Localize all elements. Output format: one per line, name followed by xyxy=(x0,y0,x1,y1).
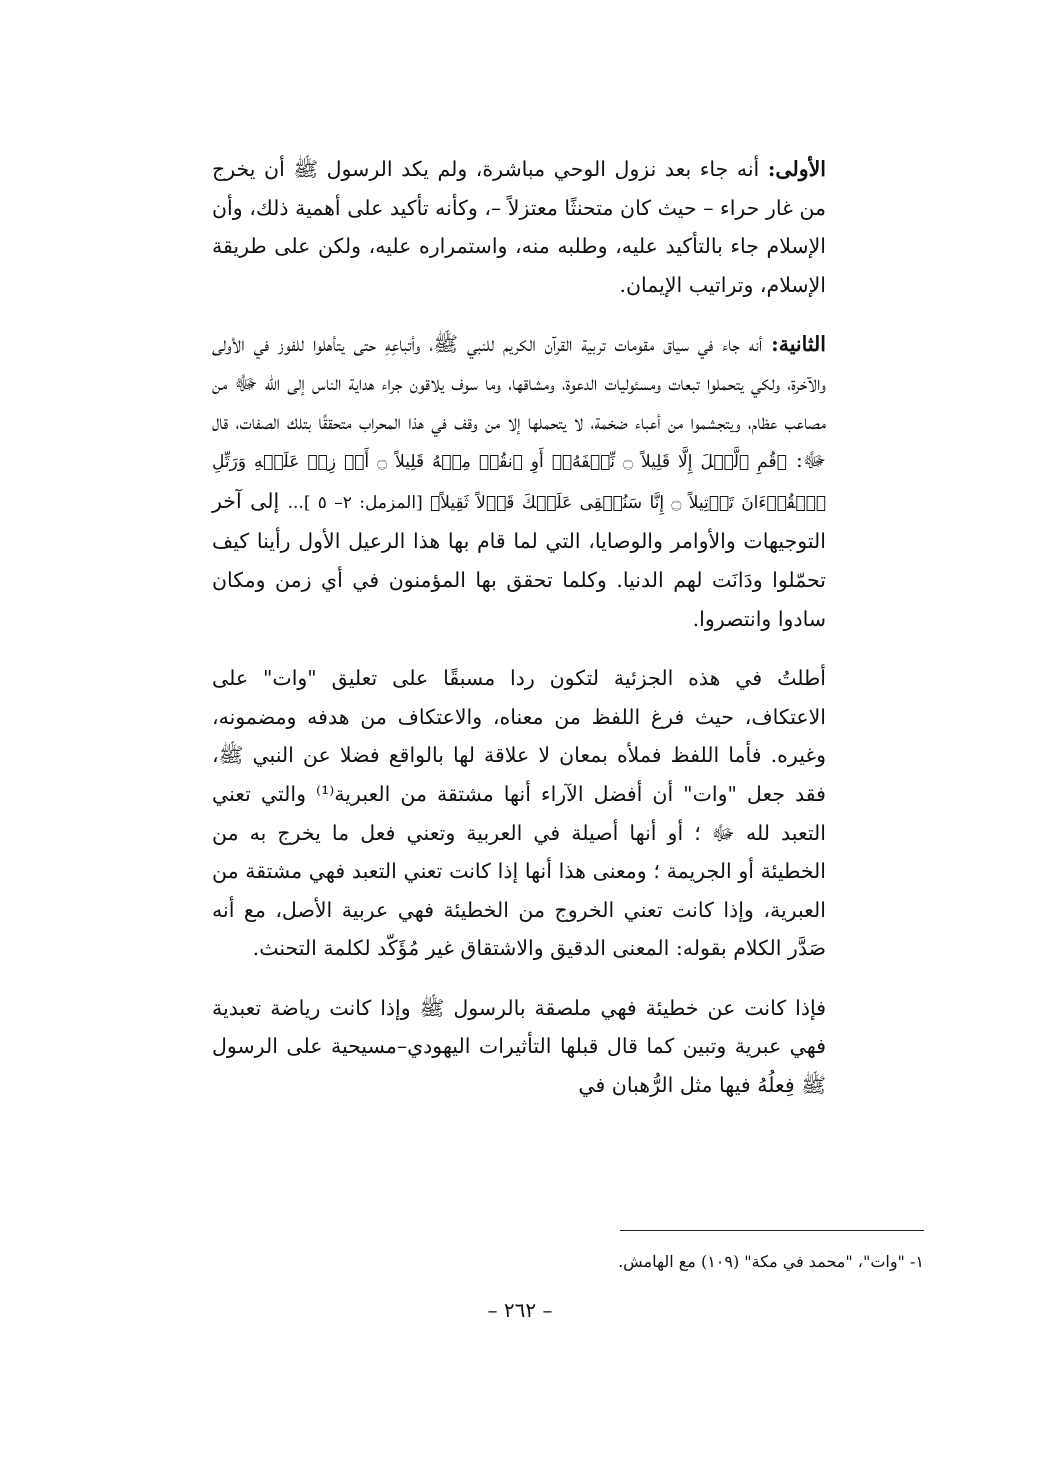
paragraph-first xyxy=(212,150,826,304)
paragraph-lead-first: الأولى: xyxy=(767,157,826,181)
paragraph-third xyxy=(212,659,826,968)
page-number: – ٢٦٢ – xyxy=(487,1298,553,1322)
paragraph-lead-second: الثانية: xyxy=(771,332,826,357)
paragraph-body: فإذا كانت عن خطيئة فهي ملصقة بالرسول ﷺ وإذا كانت رياضة تعبدية فهي عبرية وتبين كما قال قبلها التأثيرات اليهودي–مسيحية على الرسول ﷺ فِعلُهُ فيها مثل الرُّهبان في xyxy=(212,995,826,1098)
paragraph-body: أنه جاء في سياق مقومات تربية القرآن الكريم للنبي ﷺ، وأتباعِهِ حتى يتأهلوا للفوز في الأولى والآخرة، ولكي يتحملوا تبعات ومسئوليات الدعوة، ومشاقها، وما سوف يلاقون جراء هداية الناس إلى الله ﷻ من مصاعب عظام، ويتجشموا من أعباء ضخمة، لا يتحملها إلا من وقف في هذا المحراب متحققًا بتلك الصفات، قال ﷻ: xyxy=(212,332,826,473)
paragraph-fourth xyxy=(212,989,826,1105)
paragraph-second xyxy=(212,325,826,638)
paragraph-body: أنه جاء بعد نزول الوحي مباشرة، ولم يكد الرسول ﷺ أن يخرج من غار حراء – حيث كان متحنثًا معتزلاً –، وكأنه تأكيد على أهمية ذلك، وأن الإسلام جاء بالتأكيد عليه، وطلبه منه، واستمراره عليه، ولكن على طريقة الإسلام، وتراتيب الإيمان. xyxy=(212,157,826,297)
footnote-separator xyxy=(620,1230,924,1231)
quran-quote: ﴿قُمِ ٱلَّيۡلَ إِلَّا قَلِيلاً ۝ نِّصۡفَهُۥٓ أَوِ ٱنقُصۡ مِنۡهُ قَلِيلاً ۝ أَوۡ زِدۡ عَلَيۡهِ وَرَتِّلِ ٱلۡقُرۡءَانَ تَرۡتِيلاً ۝ إِنَّا سَنُلۡقِى عَلَيۡكَ قَوۡلاً ثَقِيلاً﴾ [المزمل: ٢– ٥ ]... xyxy=(212,452,827,513)
footnote: ١- "وات"، "محمد في مكة" (١٠٩) مع الهامش. xyxy=(618,1252,924,1271)
main-text xyxy=(212,150,826,1126)
paragraph-tail: إلى آخر التوجيهات والأوامر والوصايا، التي لما قام بها هذا الرعيل الأول رأينا كيف تحمّلوا ودَانَت لهم الدنيا. وكلما تحقق بها المؤمنون في أي زمن ومكان سادوا وانتصروا. xyxy=(212,488,826,631)
paragraph-body: أطلتُ في هذه الجزئية لتكون ردا مسبقًا على تعليق "وات" على الاعتكاف، حيث فرغ اللفظ من معناه، والاعتكاف من هدفه ومضمونه، وغيره. فأما اللفظ فملأه بمعان لا علاقة لها بالواقع فضلا عن النبي ﷺ، فقد جعل "وات" أن أفضل الآراء أنها مشتقة من العبرية⁽¹⁾ والتي تعني التعبد لله ﷻ ؛ أو أنها أصيلة في العربية وتعني فعل ما يخرج به من الخطيئة أو الجريمة ؛ ومعنى هذا أنها إذا كانت تعني التعبد فهي مشتقة من العبرية، وإذا كانت تعني الخروج من الخطيئة فهي عربية الأصل، مع أنه صَدَّر الكلام بقوله: المعنى الدقيق والاشتقاق غير مُؤَكّد لكلمة التحنث. xyxy=(212,666,826,961)
